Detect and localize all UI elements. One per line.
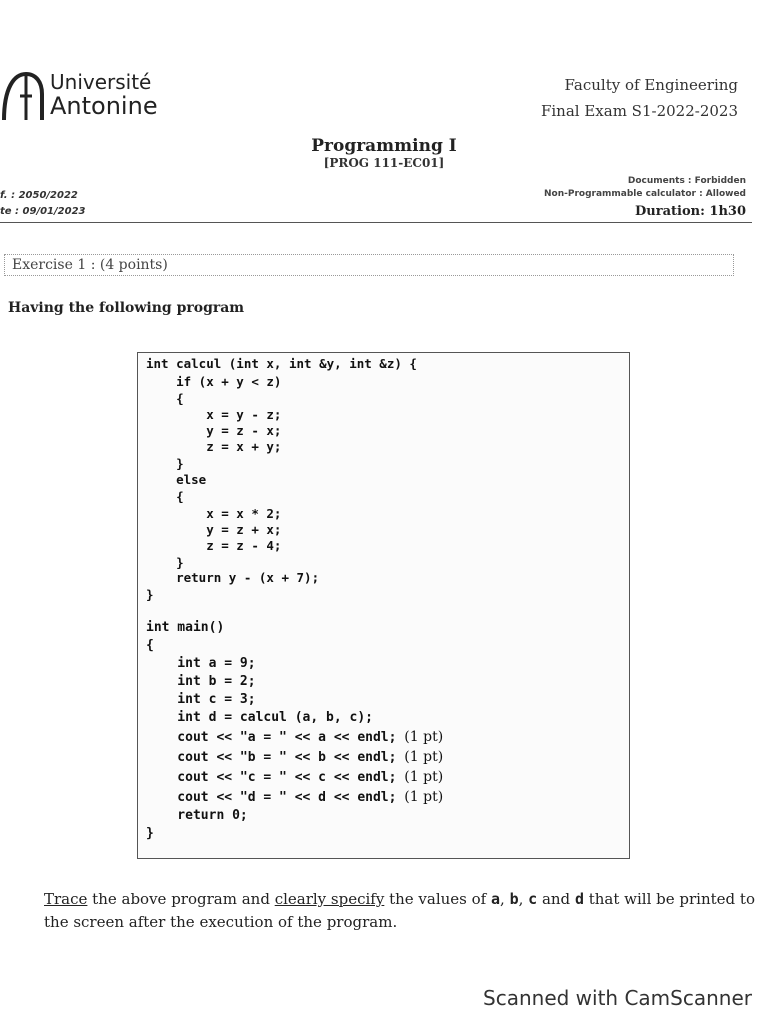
- code-line: x = x * 2;: [146, 506, 282, 521]
- code-line: if (x + y < z): [146, 374, 282, 389]
- exercise-prompt: Having the following program: [8, 300, 245, 316]
- code-line: z = z - 4;: [146, 538, 282, 553]
- faculty-name: Faculty of Engineering: [564, 76, 738, 94]
- reference-number: f. : 2050/2022: [0, 190, 78, 201]
- exercise-question: [44, 888, 764, 934]
- calculator-policy: Non-Programmable calculator : Allowed: [544, 189, 746, 199]
- code-line: }: [146, 587, 154, 602]
- code-line: int main(): [146, 620, 225, 635]
- code-line-scored: [146, 789, 443, 805]
- code-line: y = z - x;: [146, 423, 282, 438]
- points-label: (1 pt): [404, 769, 444, 785]
- course-code: [PROG 111-EC01]: [323, 156, 445, 170]
- question-text: the above program and: [87, 890, 275, 908]
- exercise-title: Exercise 1 : (4 points): [12, 257, 168, 273]
- code-line: x = y - z;: [146, 407, 282, 422]
- variable-d: d: [574, 890, 584, 908]
- course-title: Programming I: [311, 136, 457, 156]
- code-line: z = x + y;: [146, 439, 282, 454]
- separator: ,: [518, 890, 529, 908]
- variable-b: b: [509, 890, 519, 908]
- code-line-text: cout << "d = " << d << endl;: [146, 790, 397, 805]
- points-label: (1 pt): [404, 749, 444, 765]
- code-line-text: cout << "c = " << c << endl;: [146, 770, 397, 785]
- scanner-watermark: Scanned with CamScanner: [483, 986, 752, 1010]
- code-line: }: [146, 826, 154, 841]
- points-label: (1 pt): [404, 789, 444, 805]
- code-line: else: [146, 472, 207, 487]
- code-line-scored: [146, 729, 443, 745]
- code-line: int calcul (int x, int &y, int &z) {: [146, 356, 417, 371]
- exam-date: te : 09/01/2023: [0, 206, 86, 217]
- university-name-line1: Université: [50, 70, 152, 94]
- points-label: (1 pt): [404, 729, 444, 745]
- code-line: return y - (x + 7);: [146, 570, 320, 585]
- question-trace: Trace: [44, 890, 88, 908]
- exam-title: Final Exam S1-2022-2023: [540, 102, 738, 120]
- question-clearly: clearly specify: [274, 890, 385, 908]
- question-text: the values of: [384, 890, 491, 908]
- code-line: }: [146, 456, 184, 471]
- question-text: that will be printed to the screen after the execution of the program.: [44, 890, 755, 931]
- code-line: }: [146, 555, 184, 570]
- code-line: int c = 3;: [146, 692, 256, 707]
- code-line-text: cout << "b = " << b << endl;: [146, 750, 397, 765]
- code-line-scored: [146, 749, 443, 765]
- separator: ,: [500, 890, 510, 908]
- code-line-scored: [146, 769, 443, 785]
- variable-c: c: [528, 890, 538, 908]
- code-line-text: cout << "a = " << a << endl;: [146, 730, 397, 745]
- code-line: int d = calcul (a, b, c);: [146, 710, 373, 725]
- code-line: {: [146, 638, 154, 653]
- code-line: int b = 2;: [146, 674, 256, 689]
- university-logo-icon: [0, 68, 46, 122]
- code-line: {: [146, 489, 184, 504]
- university-name-line2: Antonine: [50, 92, 158, 120]
- documents-policy: Documents : Forbidden: [627, 176, 746, 186]
- question-text: and: [537, 890, 575, 908]
- code-line: {: [146, 391, 184, 406]
- code-line: return 0;: [146, 808, 248, 823]
- variable-a: a: [491, 890, 501, 908]
- exam-duration: Duration: 1h30: [635, 204, 746, 219]
- header-divider: [0, 222, 752, 223]
- code-line: y = z + x;: [146, 522, 282, 537]
- code-line: int a = 9;: [146, 656, 256, 671]
